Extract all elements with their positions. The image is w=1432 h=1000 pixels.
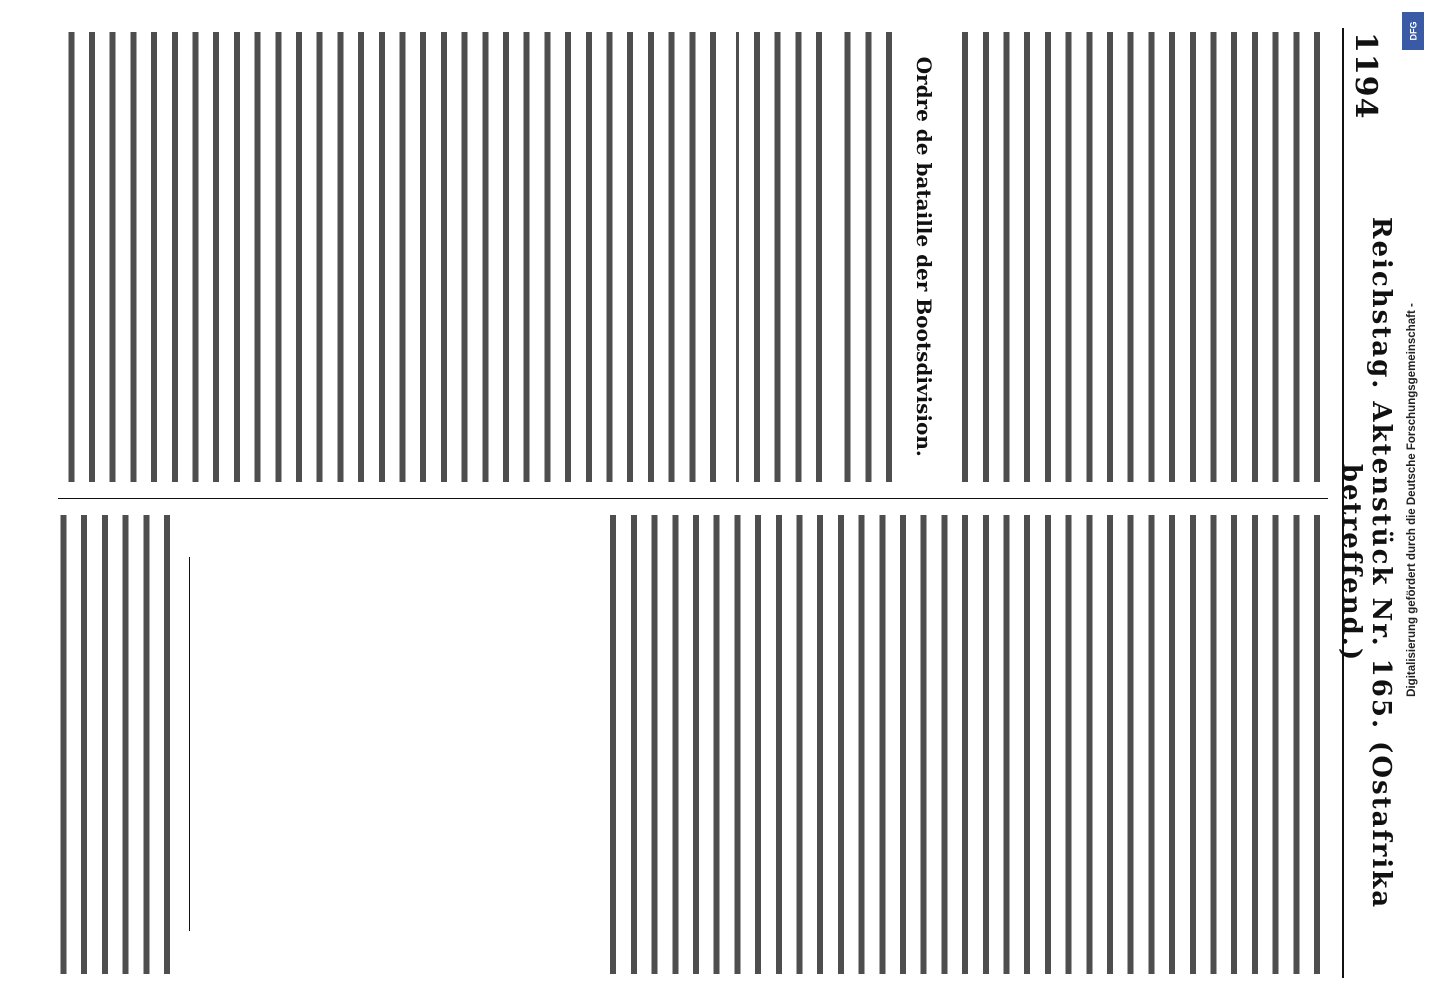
page-content [58,28,1396,978]
text-block [608,515,1328,975]
running-head: Reichstag. Aktenstück Nr. 165. (Ostafrika betreffend.) [1336,216,1396,910]
text-block [58,32,724,482]
left-column [58,28,1328,486]
text-columns [58,28,1328,978]
text-block [842,32,900,482]
text-block [58,515,178,975]
table-block [736,32,830,482]
section-title: Ordre de bataille der Bootsdivision. [912,28,936,486]
dfg-logo-text: DFG [1408,21,1418,41]
digitization-credit [1398,14,1426,986]
section-rule [189,557,190,931]
right-column [58,511,1328,979]
column-divider [58,498,1328,499]
page-header [1336,28,1396,978]
text-block [948,32,1328,482]
page-number: 1194 [1348,32,1384,120]
scanned-page [58,28,1396,978]
credit-text: Digitalisierung gefördert durch die Deutsche Forschungsgemeinschaft - [1406,303,1418,697]
